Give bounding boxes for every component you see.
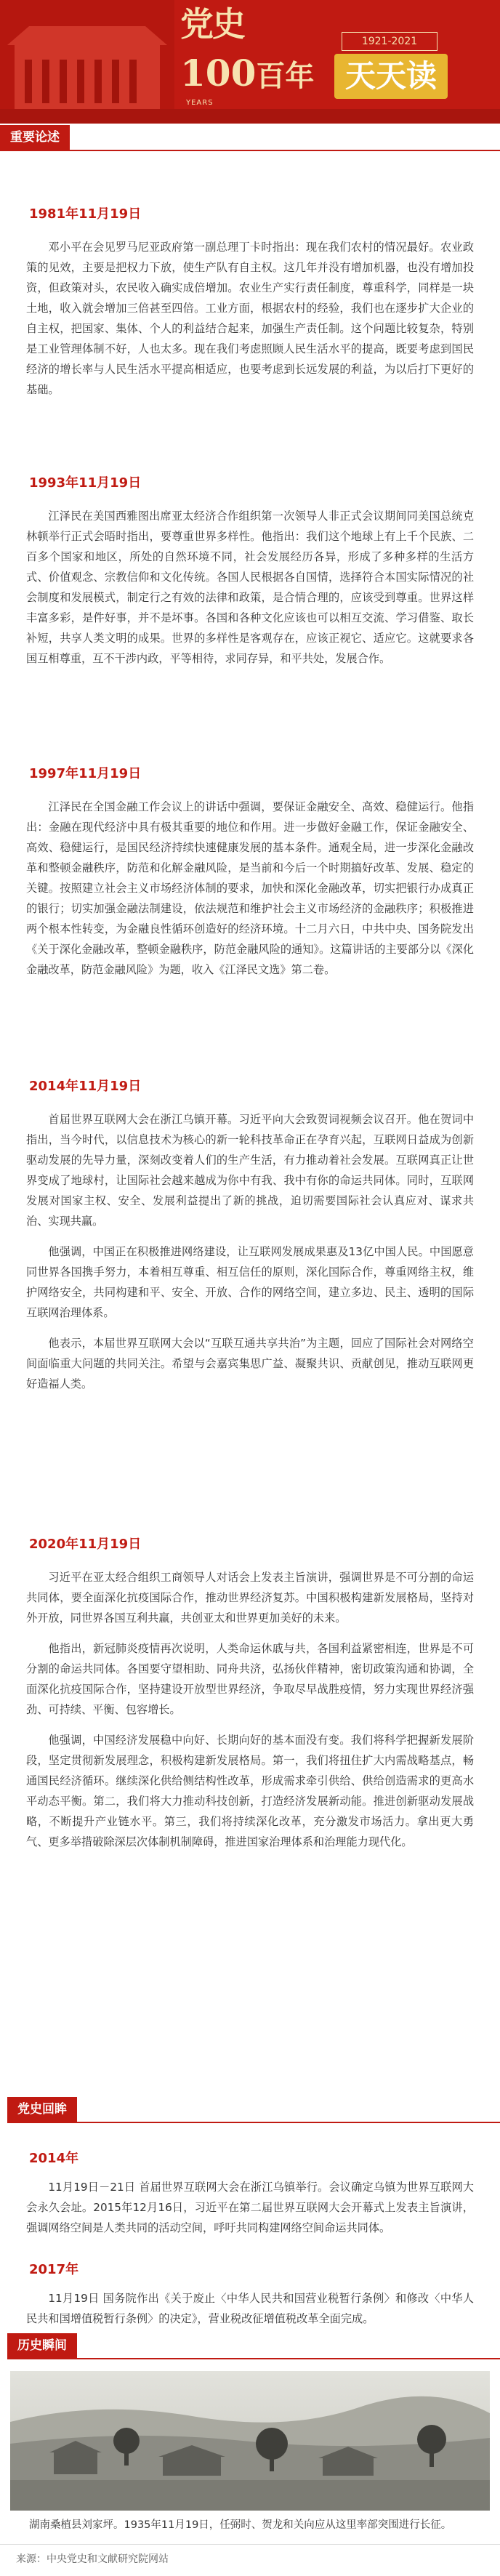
entry-1997 bbox=[0, 763, 500, 980]
entry-date: 1993年11月19日 bbox=[29, 475, 142, 491]
history-2014 bbox=[0, 2148, 500, 2238]
history-text: 11月19日 国务院作出《关于废止〈中华人民共和国营业税暂行条例〉和修改〈中华人民共和国增值税暂行条例〉的决定》，营业税改征增值税改革全面完成。 bbox=[26, 2292, 474, 2325]
entry-date: 1981年11月19日 bbox=[29, 206, 142, 222]
section-title: 历史瞬间 bbox=[7, 2333, 77, 2358]
photo-caption: 湖南桑植县刘家坪。1935年11月19日，任弼时、贺龙和关向应从这里率部突围进行长征。 bbox=[29, 2519, 452, 2531]
logo-suffix: 百年 bbox=[256, 59, 315, 93]
daily-badge: 天天读 bbox=[334, 54, 448, 99]
section-important-header bbox=[0, 125, 500, 151]
historical-photo bbox=[10, 2371, 490, 2511]
source-footer: 来源：中央党史和文献研究院网站 bbox=[0, 2544, 500, 2576]
logo-main-text: 党史 bbox=[180, 4, 244, 44]
entry-paragraph: 习近平在亚太经合组织工商领导人对话会上发表主旨演讲，强调世界是不可分割的命运共同体，要全面深化抗疫国际合作，推动世界经济复苏。中国积极构建新发展格局，坚持对外开放，同世界各国互利共赢，共创亚太和世界更加美好的未来。 bbox=[26, 1571, 474, 1625]
history-year: 2017年 bbox=[29, 2262, 79, 2277]
entry-date: 1997年11月19日 bbox=[29, 766, 142, 781]
header-banner bbox=[0, 0, 500, 124]
entry-paragraph: 他强调，中国经济发展稳中向好、长期向好的基本面没有变。我们将科学把握新发展阶段，坚定贯彻新发展理念，积极构建新发展格局。第一，我们将扭住扩大内需战略基点，畅通国民经济循环。继续深化供给侧结构性改革，形成需求牵引供给、供给创造需求的更高水平动态平衡。第二，我们将大力推动科技创新，打造经济发展新动能。推进创新驱动发展战略，不断提升产业链水平。第三，我们将持续深化改革，充分激发市场活力。拿出更大勇气、更多举措破除深层次体制机制障碍，推进国家治理体系和治理能力现代化。 bbox=[26, 1734, 474, 1848]
section-title: 重要论述 bbox=[0, 125, 70, 150]
section-history-header bbox=[0, 2097, 500, 2123]
years-range: 1921-2021 bbox=[342, 32, 438, 51]
logo-years-label: YEARS bbox=[186, 99, 214, 107]
entry-1993 bbox=[0, 472, 500, 669]
entry-paragraph: 他表示，本届世界互联网大会以“互联互通共享共治”为主题，回应了国际社会对网络空间面临重大问题的共同关注。希望与会嘉宾集思广益、凝聚共识、贡献创见，推动互联网更好造福人类。 bbox=[26, 1337, 474, 1390]
entry-paragraph: 他指出，新冠肺炎疫情再次说明，人类命运休戚与共，各国利益紧密相连，世界是不可分割的命运共同体。各国要守望相助、同舟共济，弘扬伙伴精神，密切政策沟通和协调，全面深化抗疫国际合作，坚持建设开放型世界经济，争取尽早战胜疫情，努力实现世界经济强劲、可持续、平衡、包容增长。 bbox=[26, 1642, 474, 1716]
entry-2020 bbox=[0, 1534, 500, 1852]
entry-date: 2014年11月19日 bbox=[29, 1079, 142, 1094]
logo-number: 100百年 bbox=[180, 52, 315, 94]
logo bbox=[180, 0, 340, 124]
entry-paragraph: 首届世界互联网大会在浙江乌镇开幕。习近平向大会致贺词视频会议召开。他在贺词中指出，当今时代，以信息技术为核心的新一轮科技革命正在孕育兴起，互联网日益成为创新驱动发展的先导力量，深刻改变着人们的生产生活，有力推动着社会发展。互联网真正让世界变成了地球村，让国际社会越来越成为你中有我、我中有你的命运共同体。同时，互联网发展对国家主权、安全、发展利益提出了新的挑战，迫切需要国际社会认真应对、谋求共治、实现共赢。 bbox=[26, 1113, 474, 1228]
entry-paragraph: 江泽民在美国西雅图出席亚太经济合作组织第一次领导人非正式会议期间同美国总统克林顿举行正式会晤时指出，要尊重世界多样性。他指出：我们这个地球上有上千个民族、二百多个国家和地区，所处的自然环境不同，社会发展经历各异，形成了多种多样的生活方式、价值观念、宗教信仰和文化传统。各国人民根据各自国情，选择符合本国实际情况的社会制度和发展模式，制定行之有效的法律和政策，是合情合理的，应该受到尊重。世界这样丰富多彩，是件好事，并不是坏事。各国和各种文化应该也可以相互交流、学习借鉴、取长补短，共享人类文明的成果。世界的多样性是客观存在，应该正视它、适应它。这就要求各国互相尊重，互不干涉内政，平等相待，求同存异，和平共处，发展合作。 bbox=[26, 510, 474, 665]
entry-paragraph: 邓小平在会见罗马尼亚政府第一副总理丁卡时指出：现在我们农村的情况最好。农业政策的见效，主要是把权力下放，使生产队有自主权。这几年并没有增加机器，也没有增加投资，但政策对头，农民收入确实成倍增加。农业生产实行责任制度，尊重科学，同样是一块土地，收入就会增加三倍甚至四倍。工业方面，根据农村的经验，我们也在逐步扩大企业的自主权，把国家、集体、个人的利益结合起来，加强生产责任制。这个问题比较复杂，特别是工业管理体制不好，人也太多。现在我们考虑照顾人民生活水平的提高，既要考虑到国民经济的增长率与人民生活水平提高相适应，也要考虑到长远发展的利益，为以后打下更好的基础。 bbox=[26, 241, 474, 396]
entry-paragraph: 他强调，中国正在积极推进网络建设，让互联网发展成果惠及13亿中国人民。中国愿意同世界各国携手努力，本着相互尊重、相互信任的原则，深化国际合作，尊重网络主权，维护网络安全，共同构建和平、安全、开放、合作的网络空间，建立多边、民主、透明的国际互联网治理体系。 bbox=[26, 1245, 474, 1319]
entry-date: 2020年11月19日 bbox=[29, 1537, 142, 1552]
section-photo-header bbox=[0, 2333, 500, 2359]
history-2017 bbox=[0, 2259, 500, 2329]
entry-paragraph: 江泽民在全国金融工作会议上的讲话中强调，要保证金融安全、高效、稳健运行。他指出：金融在现代经济中具有极其重要的地位和作用。进一步做好金融工作，保证金融安全、高效、稳健运行，是国民经济持续快速健康发展的基本条件。通观全局，进一步深化金融改革和整顿金融秩序，防范和化解金融风险，是当前和今后一个时期搞好改革、发展、稳定的关键。按照建立社会主义市场经济体制的要求，加快和深化金融改革，切实把银行办成真正的银行；切实加强金融法制建设，依法规范和维护社会主义市场经济的金融秩序；积极推进两个根本性转变，为金融良性循环创造好的经济环境。十二月六日，中共中央、国务院发出《关于深化金融改革，整顿金融秩序，防范金融风险的通知》。这篇讲话的主要部分以《深化金融改革，防范金融风险》为题，收入《江泽民文选》第二卷。 bbox=[26, 800, 474, 976]
entry-1981 bbox=[0, 204, 500, 400]
entry-2014 bbox=[0, 1076, 500, 1394]
history-text: 11月19日－21日 首届世界互联网大会在浙江乌镇举行。会议确定乌镇为世界互联网大会永久会址。2015年12月16日，习近平在第二届世界互联网大会开幕式上发表主旨演讲，强调网络空间是人类共同的活动空间，呼吁共同构建网络空间命运共同体。 bbox=[26, 2181, 474, 2234]
section-title: 党史回眸 bbox=[7, 2097, 77, 2122]
history-year: 2014年 bbox=[29, 2151, 79, 2166]
